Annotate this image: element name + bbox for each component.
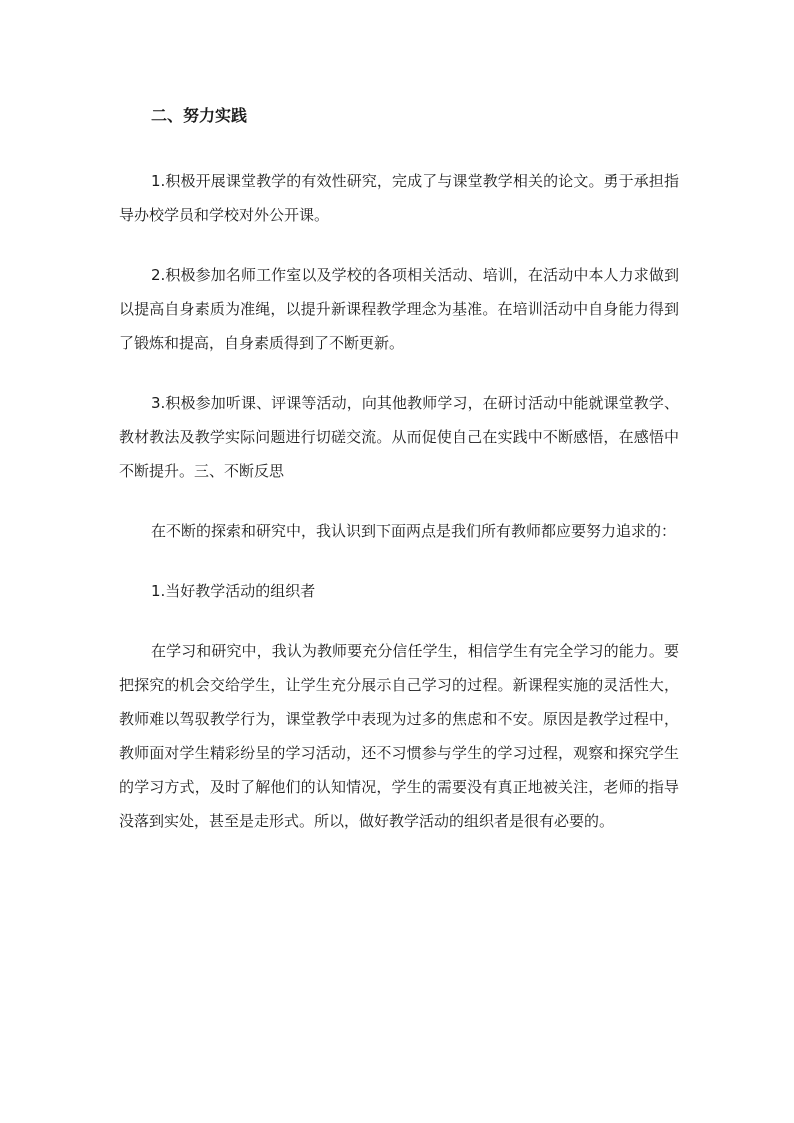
document-page bbox=[119, 98, 679, 838]
paragraph-organizer-body: 在学习和研究中，我认为教师要充分信任学生，相信学生有完全学习的能力。要把探究的机会交给学生，让学生充分展示自己学习的过程。新课程实施的灵活性大，教师难以驾驭教学行为，课堂教学中表现为过多的焦虑和不安。原因是教学过程中，教师面对学生精彩纷呈的学习活动，还不习惯参与学生的学习过程，观察和探究学生的学习方式，及时了解他们的认知情况，学生的需要没有真正地被关注，老师的指导没落到实处，甚至是走形式。所以，做好教学活动的组织者是很有必要的。 bbox=[119, 642, 679, 830]
paragraph-practice-1: 1.积极开展课堂教学的有效性研究，完成了与课堂教学相关的论文。勇于承担指导办校学员和学校对外公开课。 bbox=[119, 172, 679, 224]
paragraph-reflection-intro: 在不断的探索和研究中，我认识到下面两点是我们所有教师都应要努力追求的： bbox=[151, 522, 677, 540]
paragraph-practice-3: 3.积极参加听课、评课等活动，向其他教师学习，在研讨活动中能就课堂教学、教材教法及教学实际问题进行切磋交流。从而促使自己在实践中不断感悟，在感悟中不断提升。三、不断反思 bbox=[119, 394, 679, 480]
section-heading: 二、努力实践 bbox=[151, 106, 248, 125]
paragraph-practice-2: 2.积极参加名师工作室以及学校的各项相关活动、培训，在活动中本人力求做到以提高自身素质为准绳，以提升新课程教学理念为基准。在培训活动中自身能力得到了锻炼和提高，自身素质得到了不断更新。 bbox=[119, 266, 679, 352]
subheading-organizer: 1.当好教学活动的组织者 bbox=[151, 582, 316, 600]
